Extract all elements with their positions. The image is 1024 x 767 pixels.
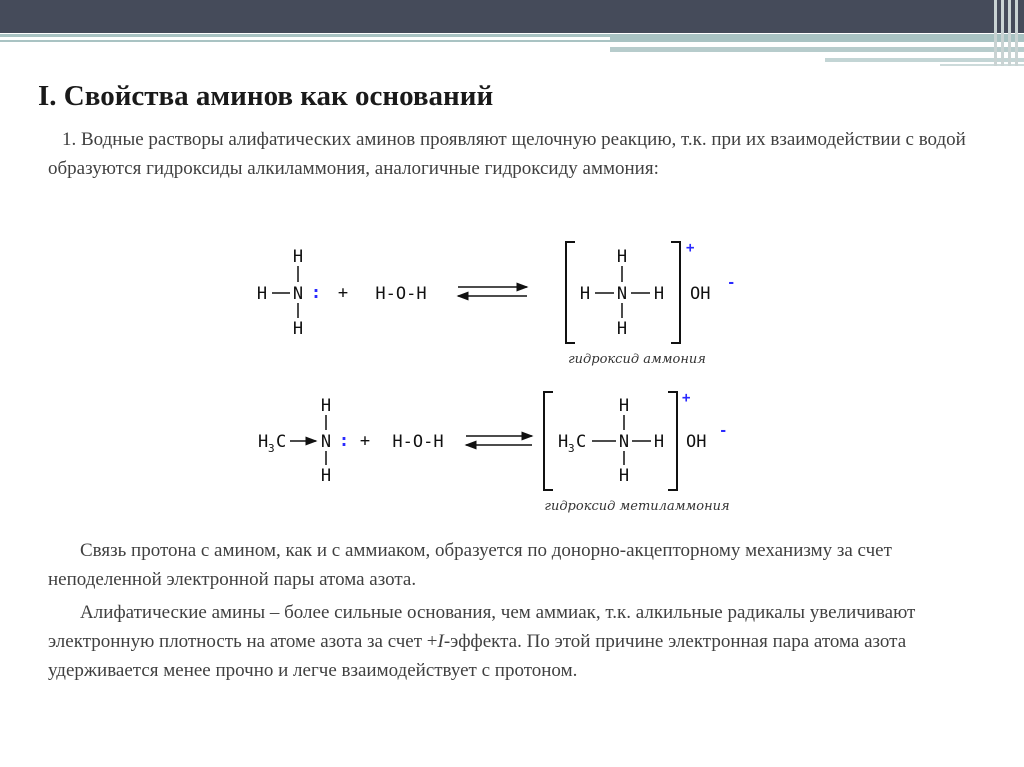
methyl-subscript: 3 — [268, 442, 275, 455]
slide-title: I. Свойства аминов как оснований — [38, 80, 494, 112]
charge-plus: + — [682, 390, 691, 406]
atom-h-right: H — [653, 432, 665, 452]
atom-h-top: H — [616, 247, 628, 267]
reaction-methylamine — [258, 390, 730, 514]
paragraph-donor-acceptor — [48, 536, 1008, 594]
inductive-symbol: I — [437, 631, 444, 652]
bracket-left — [544, 392, 553, 490]
methyl-subscript: 3 — [568, 442, 575, 455]
paragraph-basicity-text-2: -эффекта. По этой причине электронная пара атома азота удерживается менее прочно и легче взаимодействует с протоном. — [48, 631, 907, 681]
plus-sign: + — [337, 283, 349, 303]
atom-n: N — [616, 284, 628, 304]
atom-h-top: H — [320, 396, 332, 416]
paragraph-basicity — [48, 598, 1008, 685]
atom-n: N — [292, 284, 304, 304]
bracket-right — [671, 242, 680, 343]
methyl-h: H — [558, 432, 569, 452]
atom-h-right: H — [653, 284, 665, 304]
hydroxide: OH — [686, 432, 707, 452]
paragraph-intro-text: 1. Водные растворы алифатических аминов проявляют щелочную реакцию, т.к. при их взаимодействии с водой образуются гидроксиды алкиламмония, аналогичные гидроксиду аммония: — [48, 129, 966, 179]
atom-n: N — [320, 432, 332, 452]
reaction-ammonia — [257, 240, 736, 367]
paragraph-basicity-text-1: Алифатические амины – более сильные основания, чем аммиак, т.к. алкильные радикалы увеличивают электронную плотность на атоме азота за счет + — [48, 602, 916, 652]
paragraph-donor-acceptor-text: Связь протона с амином, как и с аммиаком, образуется по донорно-акцепторному механизму за счет неподеленной электронной пары атома азота. — [48, 540, 892, 590]
charge-minus: - — [727, 275, 736, 291]
bracket-right — [668, 392, 677, 490]
methyl-h: H — [258, 432, 269, 452]
caption-ammonium-hydroxide: гидроксид аммония — [568, 352, 706, 367]
water-molecule: H-O-H — [392, 432, 444, 452]
atom-h-bottom: H — [618, 466, 630, 486]
methyl-c: C — [276, 432, 287, 452]
charge-plus: + — [686, 240, 695, 256]
atom-h-bottom: H — [292, 319, 304, 339]
lone-pair: : — [338, 431, 350, 451]
charge-minus: - — [719, 423, 728, 439]
methyl-c: C — [576, 432, 587, 452]
water-molecule: H-O-H — [375, 284, 427, 304]
bracket-left — [566, 242, 575, 343]
atom-h-left: H — [256, 284, 268, 304]
atom-h-top: H — [618, 396, 630, 416]
atom-n: N — [618, 432, 630, 452]
atom-h-bottom: H — [320, 466, 332, 486]
atom-h-top: H — [292, 247, 304, 267]
atom-h-bottom: H — [616, 319, 628, 339]
methyl-group — [558, 432, 586, 455]
hydroxide: OH — [690, 284, 711, 304]
caption-methylammonium-hydroxide: гидроксид метиламмония — [544, 499, 730, 514]
methyl-group — [258, 432, 286, 455]
atom-h-left: H — [579, 284, 591, 304]
lone-pair: : — [310, 283, 322, 303]
plus-sign: + — [359, 431, 371, 451]
